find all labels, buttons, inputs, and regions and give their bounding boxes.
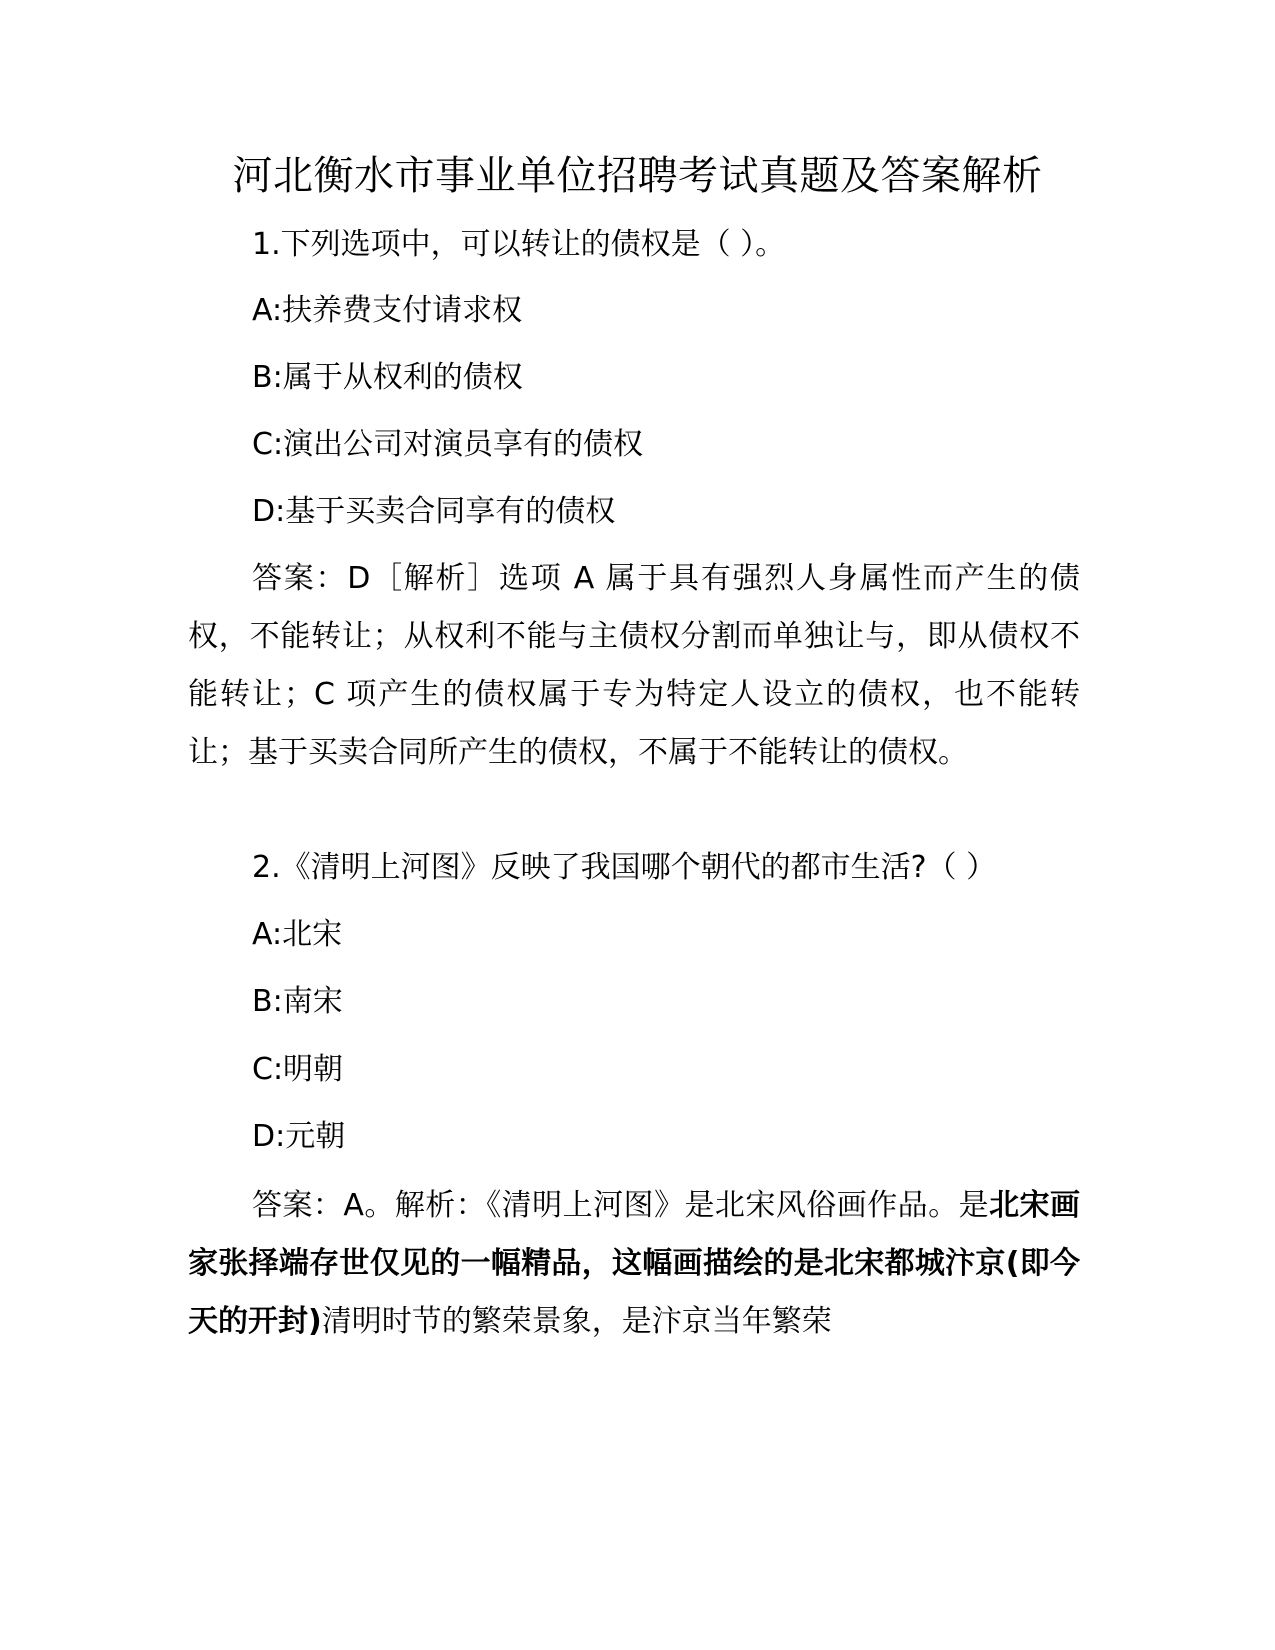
question-1-option-a: A:扶养费支付请求权 <box>252 293 523 328</box>
question-2-answer-part1: 答案：A。解析：《清明上河图》是北宋风俗画作品。是 <box>252 1188 990 1223</box>
question-2-option-a: A:北宋 <box>252 917 343 952</box>
question-2-option-c: C:明朝 <box>252 1052 344 1087</box>
page-title: 河北衡水市事业单位招聘考试真题及答案解析 <box>232 153 1043 199</box>
question-2-stem: 2.《清明上河图》反映了我国哪个朝代的都市生活?（ ） <box>252 850 997 885</box>
question-1-stem: 1.下列选项中，可以转让的债权是（ ）。 <box>252 227 786 262</box>
question-2-answer-part2: 北宋画家张择端存世仅见的一幅精品，这幅画描绘的是北宋都城汴京(即今天的开封) <box>188 1188 1081 1339</box>
question-2-answer-part3: 清明时节的繁荣景象，是汴京当年繁荣 <box>321 1304 832 1339</box>
question-1-option-d: D:基于买卖合同享有的债权 <box>252 494 616 529</box>
question-1-answer: 答案：D［解析］选项 A 属于具有强烈人身属性而产生的债权，不能转让；从权利不能与主债权分割而单独让与，即从债权不能转让；C 项产生的债权属于专为特定人设立的债权，也不能转让；基于买卖合同所产生的债权，不属于不能转让的债权。 <box>188 561 1080 770</box>
question-2-option-b: B:南宋 <box>252 984 343 1019</box>
question-1-option-b: B:属于从权利的债权 <box>252 360 523 395</box>
question-2-answer <box>188 1177 1080 1351</box>
question-2-option-d: D:元朝 <box>252 1119 346 1154</box>
question-1-option-c: C:演出公司对演员享有的债权 <box>252 427 644 462</box>
